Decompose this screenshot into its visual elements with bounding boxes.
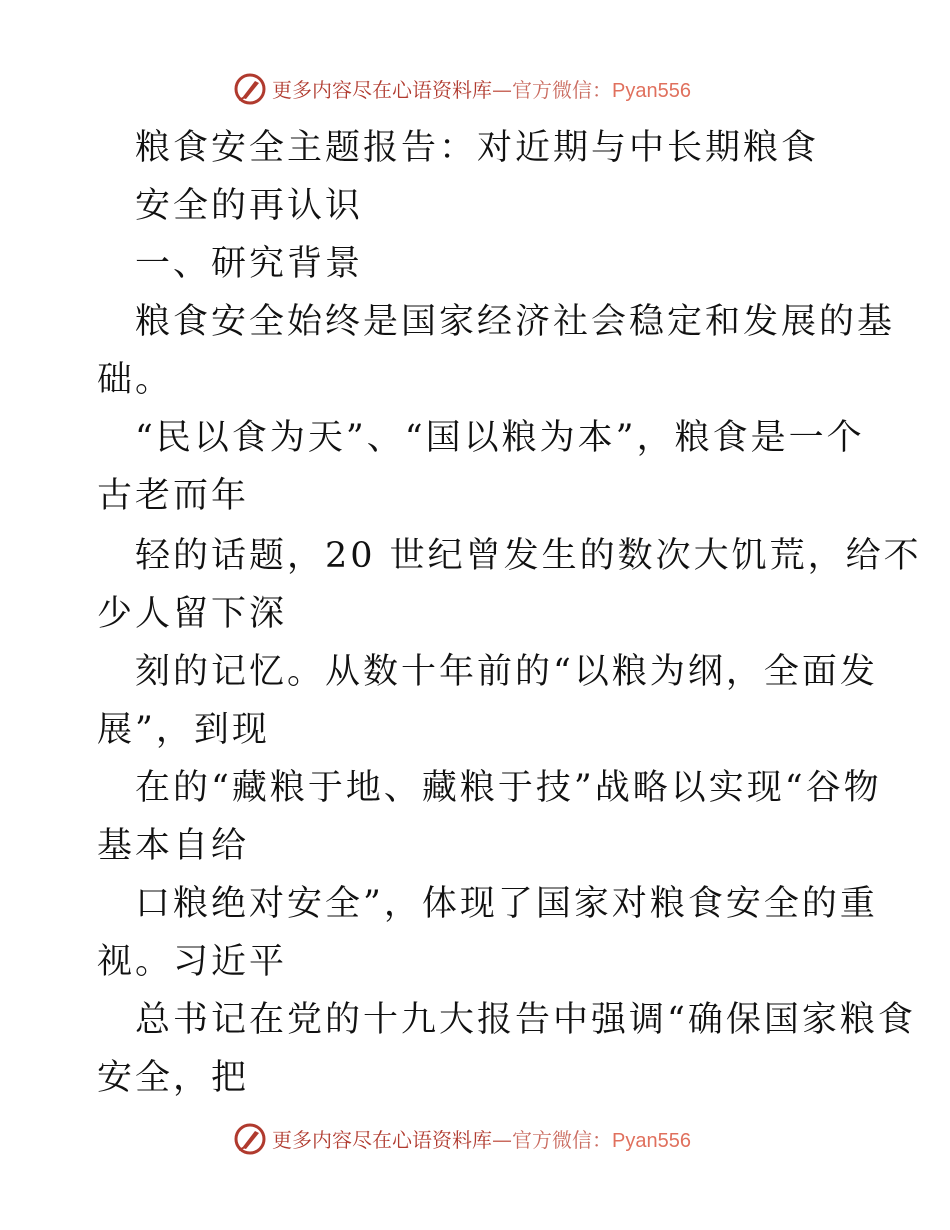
paragraph-line: 粮食安全始终是国家经济社会稳定和发展的基 — [135, 302, 896, 342]
paragraph-line: 轻的话题，20 世纪曾发生的数次大饥荒，给不 — [135, 536, 922, 576]
section-heading: 一、研究背景 — [135, 244, 364, 284]
watermark-main: 更多内容尽在心语资料库 — [272, 78, 492, 102]
watermark-text — [272, 1126, 691, 1155]
paragraph-line: 口粮绝对安全”，体现了国家对粮食安全的重 — [135, 884, 878, 924]
watermark-sub: 官方微信： — [512, 1128, 612, 1152]
watermark-text — [272, 76, 691, 105]
document-title-line-1: 粮食安全主题报告：对近期与中长期粮食 — [135, 128, 820, 168]
quill-pen-circle-icon — [233, 1122, 267, 1156]
paragraph-line: 展”，到现 — [97, 710, 270, 750]
header-watermark — [0, 70, 950, 110]
paragraph-line: 视。习近平 — [97, 942, 288, 982]
watermark-dash: — — [492, 78, 512, 102]
paragraph-line: “民以食为天”、“国以粮为本”，粮食是一个 — [135, 418, 865, 458]
paragraph-line: 刻的记忆。从数十年前的“以粮为纲，全面发 — [135, 652, 878, 692]
watermark-main: 更多内容尽在心语资料库 — [272, 1128, 492, 1152]
paragraph-line: 少人留下深 — [97, 594, 288, 634]
watermark-dash: — — [492, 1128, 512, 1152]
watermark-sub: 官方微信： — [512, 78, 612, 102]
paragraph-line: 础。 — [97, 360, 174, 400]
watermark-handle: Pyan556 — [612, 80, 691, 102]
paragraph-line: 古老而年 — [97, 476, 250, 516]
quill-pen-circle-icon — [233, 72, 267, 106]
footer-watermark — [0, 1120, 950, 1160]
paragraph-line: 安全，把 — [97, 1058, 250, 1098]
document-title-line-2: 安全的再认识 — [135, 186, 364, 226]
paragraph-line: 在的“藏粮于地、藏粮于技”战略以实现“谷物 — [135, 768, 882, 808]
watermark-handle: Pyan556 — [612, 1130, 691, 1152]
paragraph-line: 基本自给 — [97, 826, 250, 866]
paragraph-line: 总书记在党的十九大报告中强调“确保国家粮食 — [135, 1000, 916, 1040]
